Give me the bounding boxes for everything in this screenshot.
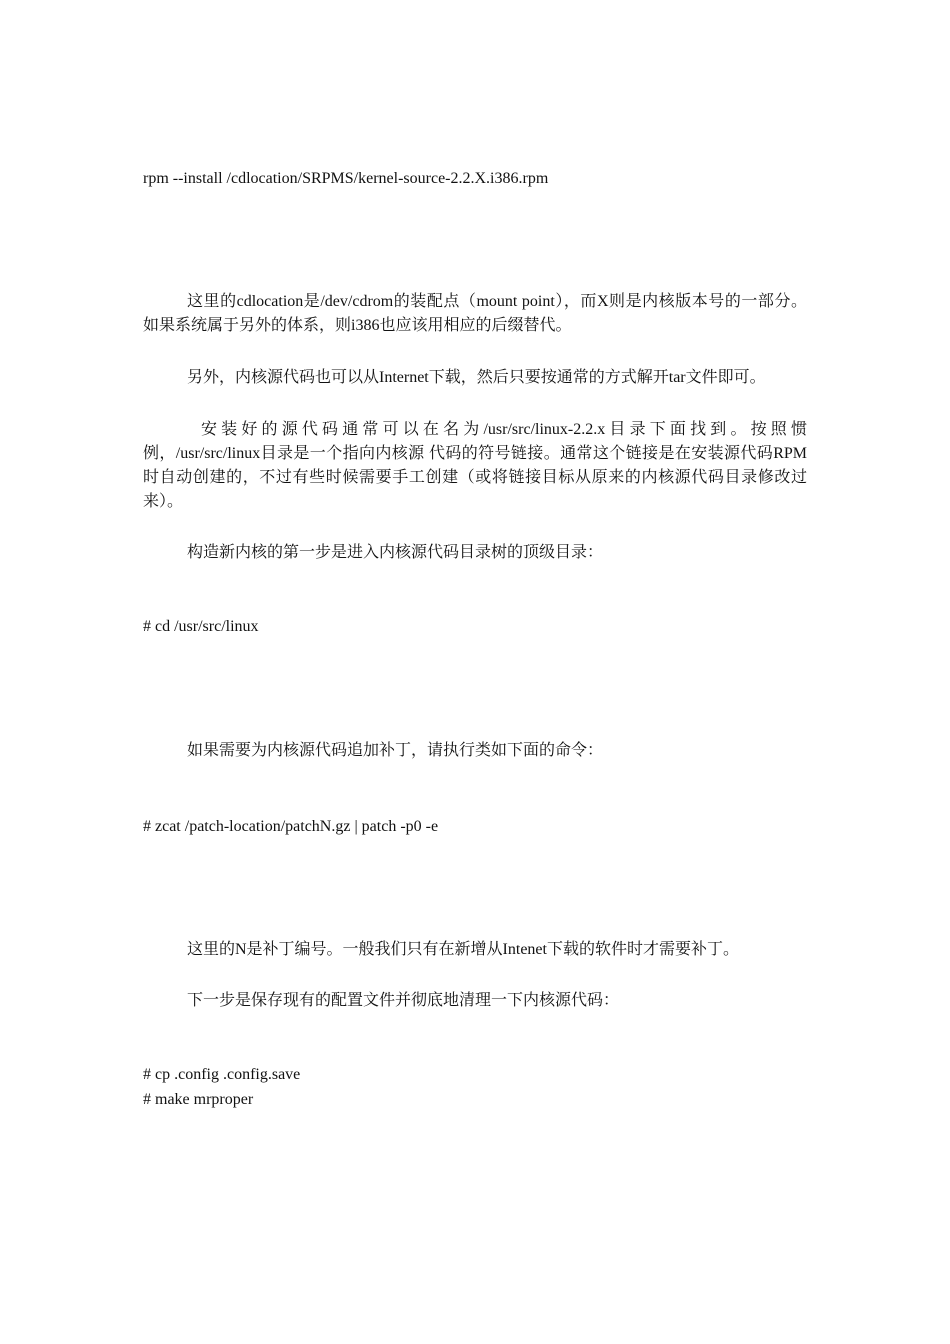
next-step-paragraph: 下一步是保存现有的配置文件并彻底地清理一下内核源代码： xyxy=(187,992,620,1009)
cp-config-command: # cp .config .config.save xyxy=(143,1066,301,1083)
make-mrproper-command: # make mrproper xyxy=(143,1091,254,1108)
cd-command: # cd /usr/src/linux xyxy=(143,618,259,635)
first-step-paragraph: 构造新内核的第一步是进入内核源代码目录树的顶级目录： xyxy=(187,544,604,561)
source-install-paragraph: 安装好的源代码通常可以在名为/usr/src/linux-2.2.x目录下面找到。按照惯例，/usr/src/linux目录是一个指向内核源 代码的符号链接。通常这个链接是在安装源代码RPM时自动创建的，不过有些时候需要手工创建（或将链接目标从原来的内核源代码目录修改过来）。 xyxy=(143,421,807,510)
patch-number-paragraph: 这里的N是补丁编号。一般我们只有在新增从Intenet下载的软件时才需要补丁。 xyxy=(187,941,739,958)
internet-download-paragraph: 另外，内核源代码也可以从Internet下载，然后只要按通常的方式解开tar文件即可。 xyxy=(187,369,766,386)
cdlocation-paragraph: 这里的cdlocation是/dev/cdrom的装配点（mount point），而X则是内核版本号的一部分。如果系统属于另外的体系，则i386也应该用相应的后缀替代。 xyxy=(143,293,807,334)
patch-paragraph: 如果需要为内核源代码追加补丁，请执行类如下面的命令： xyxy=(187,742,604,759)
zcat-patch-command: # zcat /patch-location/patchN.gz | patch -p0 -e xyxy=(143,818,439,835)
rpm-install-command: rpm --install /cdlocation/SRPMS/kernel-source-2.2.X.i386.rpm xyxy=(143,170,549,187)
